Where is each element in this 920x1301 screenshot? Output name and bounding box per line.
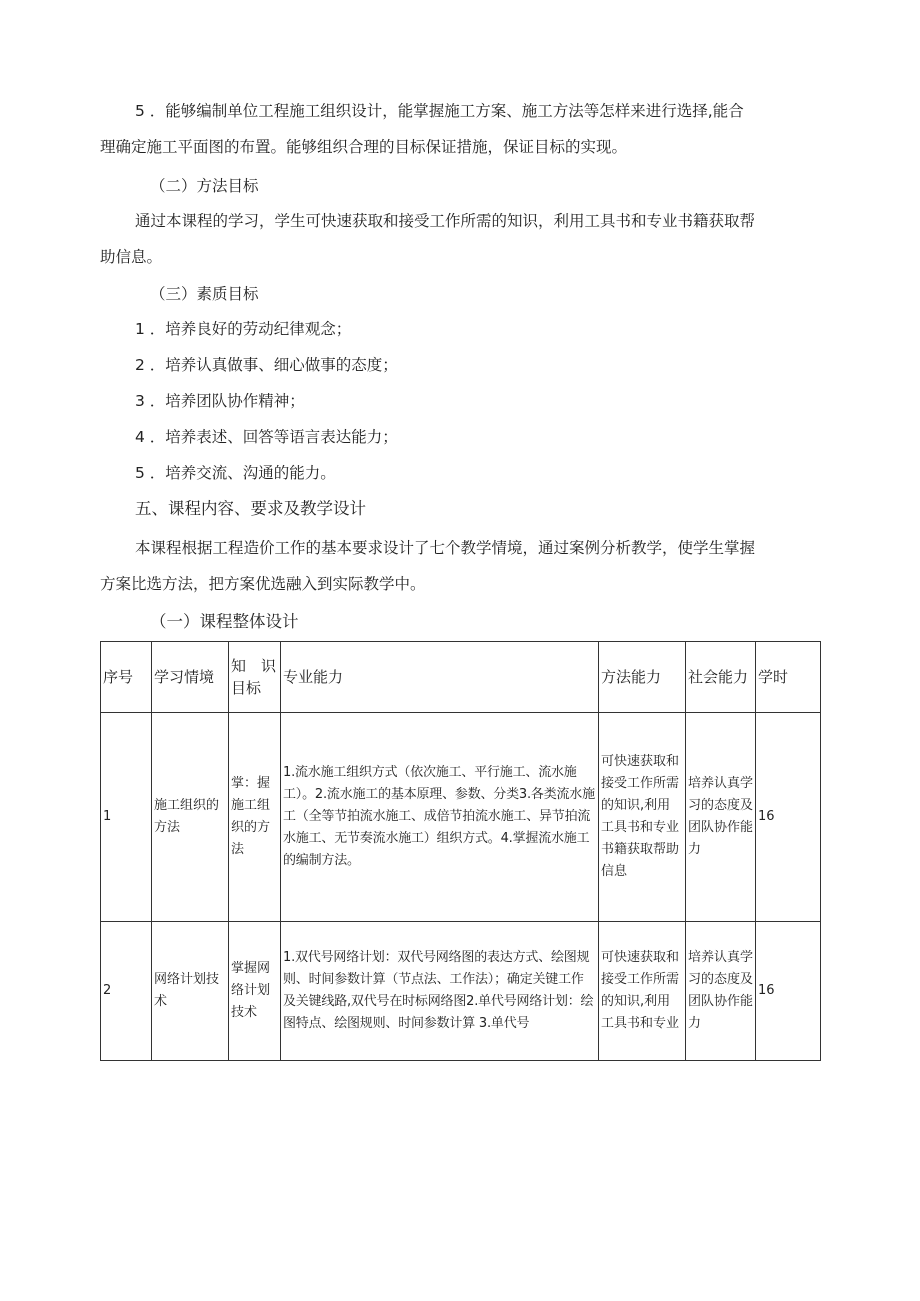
cell-professional: 1.双代号网络计划：双代号网络图的表达方式、绘图规则、时间参数计算（节点法、工作法）；确定关键工作及关键线路,双代号在时标网络图2.单代号网络计划：绘图特点、绘图规则、时间参数计算 3.单代号: [281, 922, 599, 1061]
cell-social: 培养认真学习的态度及团队协作能力: [686, 713, 756, 922]
table-row: [101, 922, 821, 1061]
course-design-table: [100, 641, 821, 1061]
paragraph-goal-5-line2: 理确定施工平面图的布置。能够组织合理的目标保证措施，保证目标的实现。: [100, 138, 628, 156]
heading-method-goals: （二）方法目标: [150, 177, 259, 195]
heading-overall-design: （一）课程整体设计: [150, 612, 299, 631]
paragraph-intro-line1: 本课程根据工程造价工作的基本要求设计了七个教学情境，通过案例分析教学，使学生掌握: [135, 539, 756, 557]
quality-item-3: 3 ．培养团队协作精神；: [135, 392, 305, 410]
header-social: 社会能力: [686, 642, 756, 713]
paragraph-intro-line2: 方案比选方法，把方案优选融入到实际教学中。: [100, 575, 426, 593]
table-row: [101, 713, 821, 922]
table-header-row: [101, 642, 821, 713]
cell-method: 可快速获取和接受工作所需的知识,利用工具书和专业书籍获取帮助信息: [599, 713, 686, 922]
quality-item-2: 2 ．培养认真做事、细心做事的态度；: [135, 356, 398, 374]
cell-method: 可快速获取和接受工作所需的知识,利用工具书和专业: [599, 922, 686, 1061]
header-hours: 学时: [756, 642, 821, 713]
quality-item-1: 1 ．培养良好的劳动纪律观念；: [135, 320, 352, 338]
cell-hours: 16: [756, 922, 821, 1061]
header-situation: 学习情境: [152, 642, 229, 713]
header-professional: 专业能力: [281, 642, 599, 713]
quality-item-5: 5 ．培养交流、沟通的能力。: [135, 464, 336, 482]
cell-social: 培养认真学习的态度及团队协作能力: [686, 922, 756, 1061]
cell-knowledge: 掌握网络计划技术: [229, 922, 281, 1061]
header-method: 方法能力: [599, 642, 686, 713]
paragraph-goal-5-line1: 5 ．能够编制单位工程施工组织设计，能掌握施工方案、施工方法等怎样来进行选择,能合: [135, 102, 744, 120]
section-heading-5: 五、课程内容、要求及教学设计: [135, 499, 366, 518]
cell-situation: 施工组织的方法: [152, 713, 229, 922]
header-knowledge: 知 识目标: [229, 642, 281, 713]
cell-no: 1: [101, 713, 152, 922]
paragraph-method-line1: 通过本课程的学习，学生可快速获取和接受工作所需的知识，利用工具书和专业书籍获取帮: [135, 212, 756, 230]
cell-knowledge: 掌：握施工组织的方法: [229, 713, 281, 922]
cell-situation: 网络计划技术: [152, 922, 229, 1061]
quality-item-4: 4 ．培养表述、回答等语言表达能力；: [135, 428, 398, 446]
cell-professional: 1.流水施工组织方式（依次施工、平行施工、流水施工）。2.流水施工的基本原理、参数、分类3.各类流水施工（全等节拍流水施工、成倍节拍流水施工、异节拍流水施工、无节奏流水施工）组织方式。4.掌握流水施工的编制方法。: [281, 713, 599, 922]
header-no: 序号: [101, 642, 152, 713]
paragraph-method-line2: 助信息。: [100, 248, 163, 266]
cell-hours: 16: [756, 713, 821, 922]
cell-no: 2: [101, 922, 152, 1061]
heading-quality-goals: （三）素质目标: [150, 285, 259, 303]
